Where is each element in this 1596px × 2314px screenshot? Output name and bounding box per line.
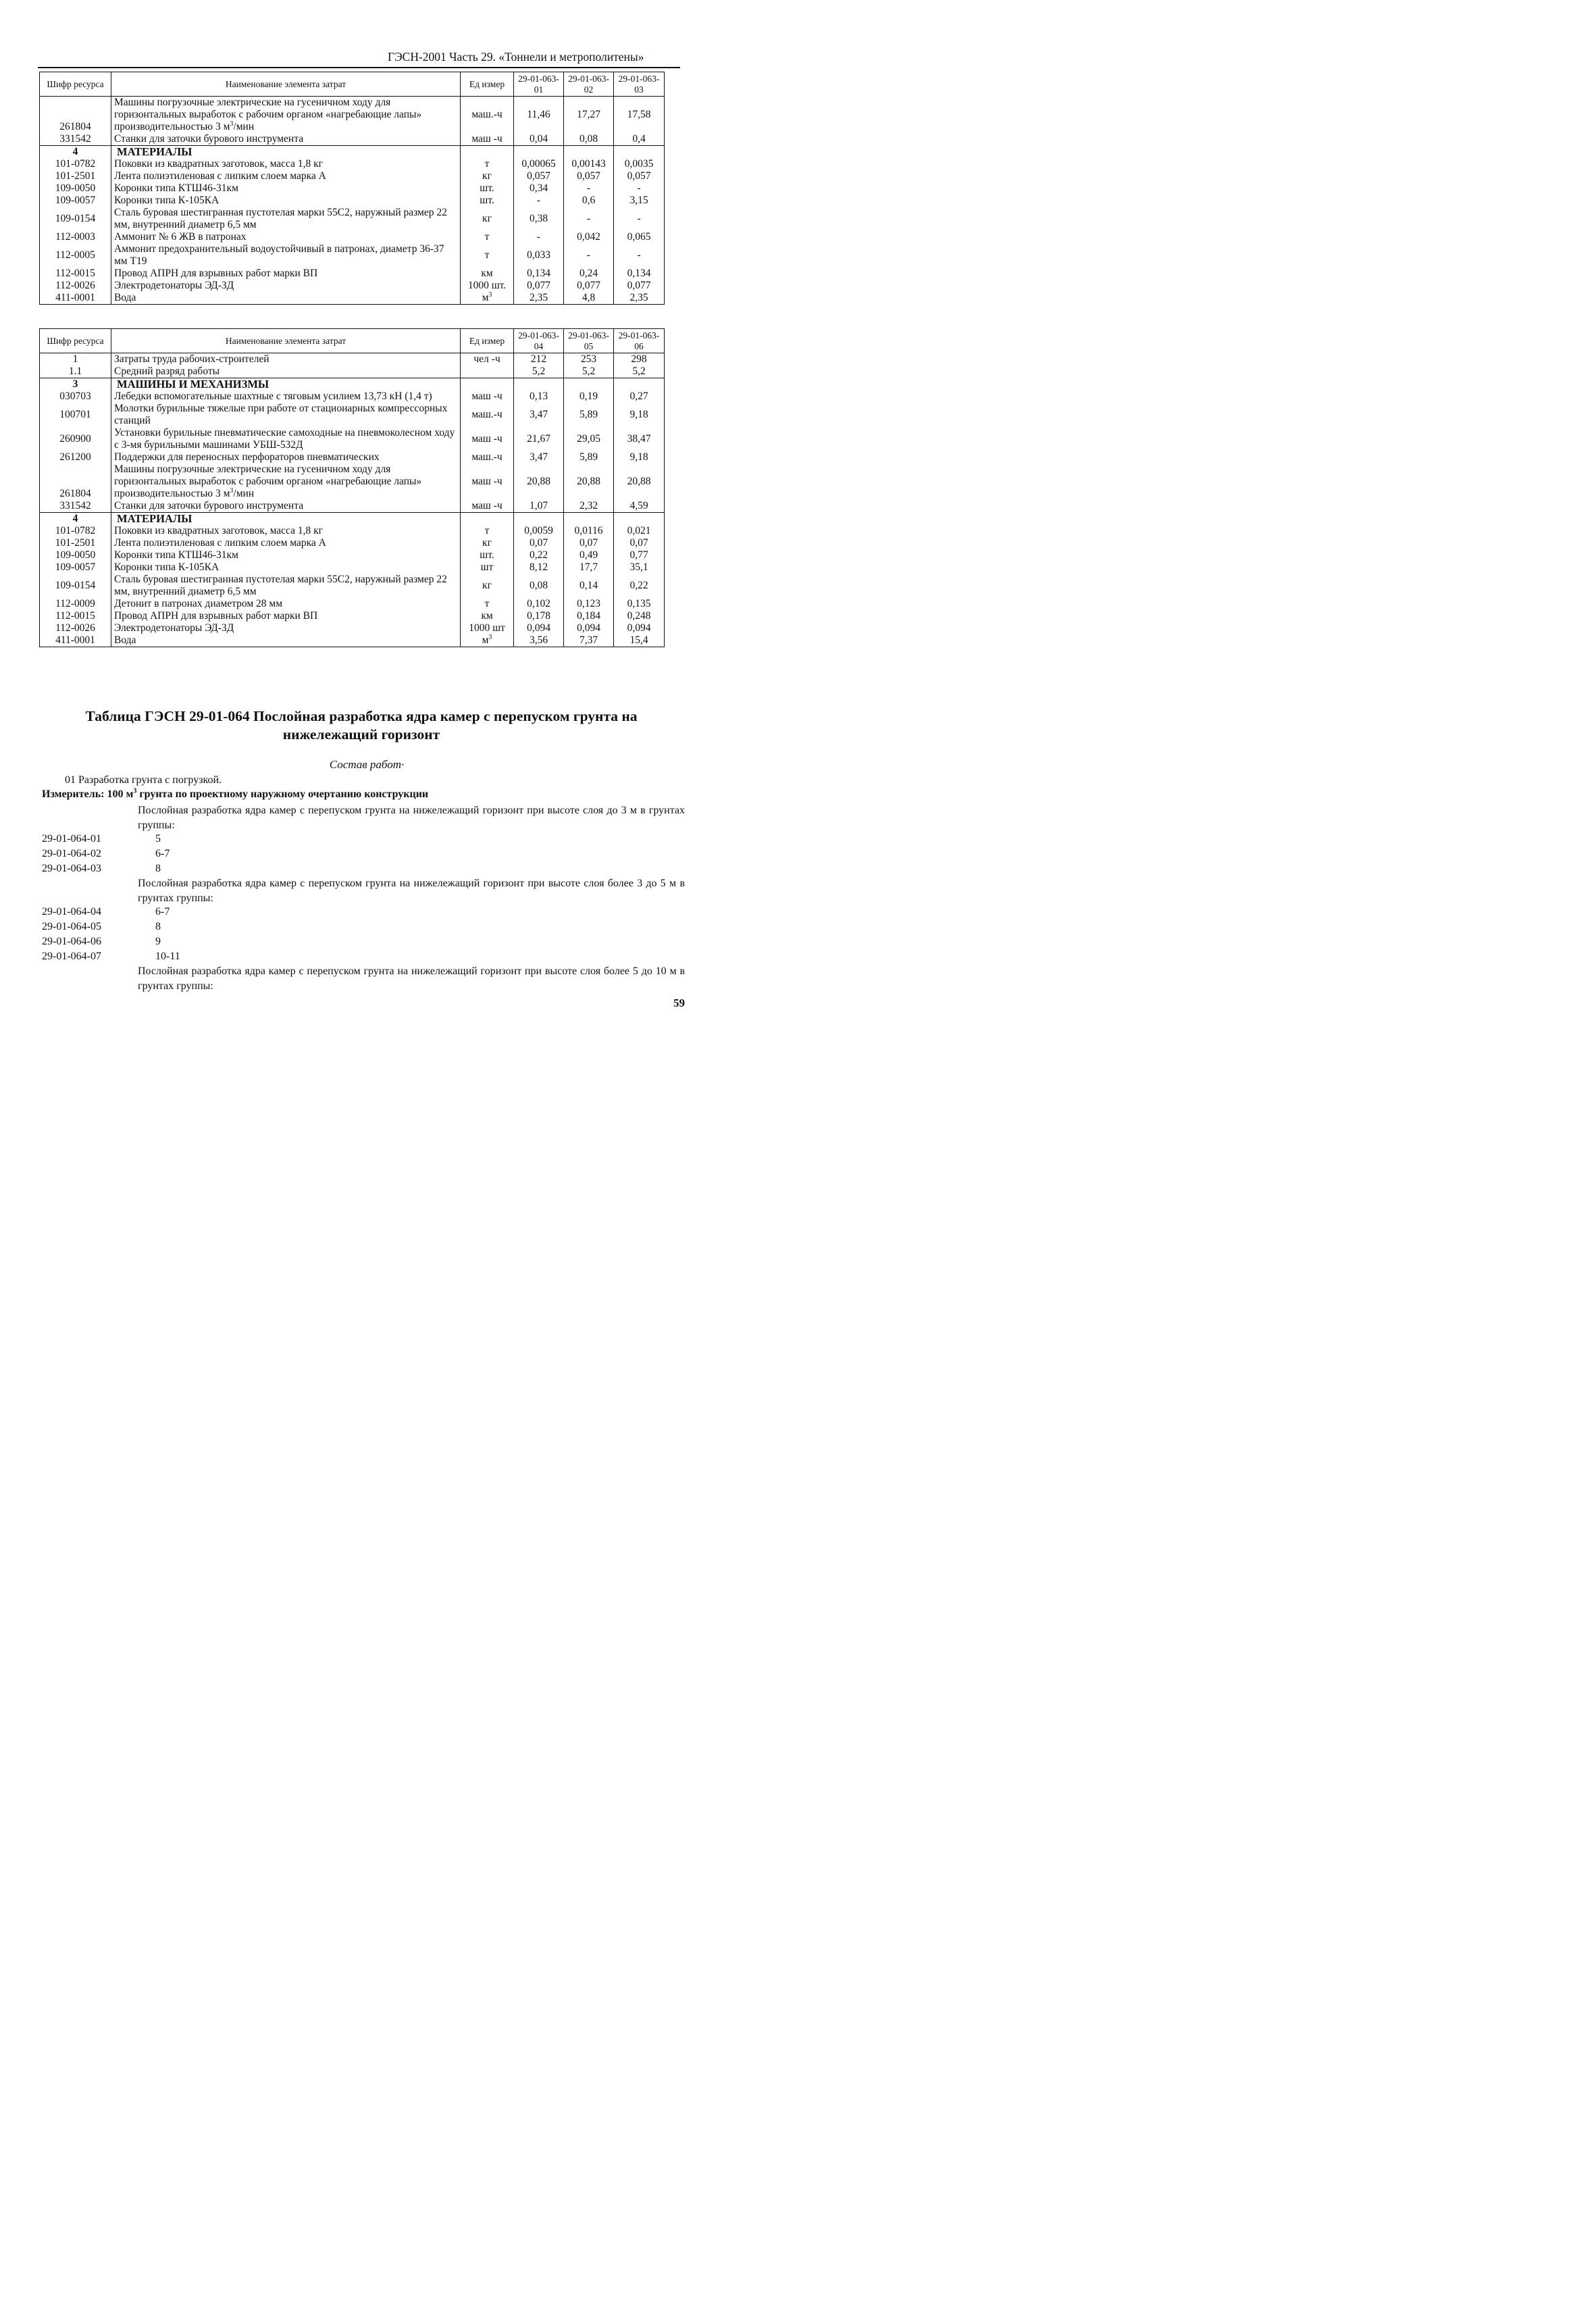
col-header-name: Наименование элемента затрат [111, 329, 461, 353]
resource-code: 3 [40, 378, 111, 391]
resource-code: 261804 [40, 463, 111, 500]
resource-code: 112-0015 [40, 610, 111, 622]
resource-unit: т [461, 598, 514, 610]
resource-unit: шт. [461, 549, 514, 561]
meter-line [42, 788, 428, 801]
col-header-unit: Ед измер [461, 329, 514, 353]
resource-unit: кг [461, 170, 514, 182]
resource-name: Машины погрузочные электрические на гусеничном ходу для горизонтальных выработок с рабочим органом «нагребающие лапы» производительностью 3 $м^3$/мин [111, 97, 461, 134]
table-row [40, 353, 665, 366]
resource-unit: 1000 шт [461, 622, 514, 634]
document-page [0, 0, 733, 1038]
norm-value: 0,0059 [514, 525, 564, 537]
norm-value: 298 [614, 353, 665, 366]
norm-value [564, 146, 614, 159]
resource-name: Провод АПРН для взрывных работ марки ВП [111, 268, 461, 280]
resource-unit: $м^3$ [461, 292, 514, 305]
norm-value: - [564, 243, 614, 268]
resource-name: МАШИНЫ И МЕХАНИЗМЫ [111, 378, 461, 391]
resource-name: Поковки из квадратных заготовок, масса 1,8 кг [111, 525, 461, 537]
norm-value: 5,2 [614, 366, 665, 378]
resource-name: Сталь буровая шестигранная пустотелая марки 55С2, наружный размер 22 мм, внутренний диаметр 6,5 мм [111, 207, 461, 231]
norm-value: 15,4 [614, 634, 665, 647]
resource-name: Сталь буровая шестигранная пустотелая марки 55С2, наружный размер 22 мм, внутренний диаметр 6,5 мм [111, 574, 461, 598]
section-title: Таблица ГЭСН 29-01-064 Послойная разработка ядра камер с перепуском грунта на нижележащий горизонт [85, 708, 638, 743]
norm-value: 0,04 [514, 133, 564, 146]
resource-code: 109-0057 [40, 561, 111, 574]
norm-value: 0,057 [614, 170, 665, 182]
col-header-norm-1: 29-01-063-01 [514, 72, 564, 97]
norm-value: 0,102 [514, 598, 564, 610]
resource-unit [461, 366, 514, 378]
norm-value: 0,08 [564, 133, 614, 146]
resource-code: 1.1 [40, 366, 111, 378]
resource-code: 109-0154 [40, 207, 111, 231]
resource-name: Вода [111, 634, 461, 647]
resource-name: Провод АПРН для взрывных работ марки ВП [111, 610, 461, 622]
resource-code: 112-0003 [40, 231, 111, 243]
norm-value: - [614, 243, 665, 268]
norm-value: 5,89 [564, 403, 614, 427]
table1-body [40, 97, 665, 305]
norm-value: 0,38 [514, 207, 564, 231]
norm-value [614, 513, 665, 526]
resource-unit: т [461, 243, 514, 268]
table-row [40, 146, 665, 159]
resource-name: Лента полиэтиленовая с липким слоем марка А [111, 537, 461, 549]
table-row [40, 574, 665, 598]
resource-code: 411-0001 [40, 634, 111, 647]
resource-code: 109-0154 [40, 574, 111, 598]
resource-code: 411-0001 [40, 292, 111, 305]
table-row [40, 500, 665, 513]
col-header-unit: Ед измер [461, 72, 514, 97]
norm-code-row [42, 936, 161, 948]
resource-unit: км [461, 610, 514, 622]
norm-value: 0,065 [614, 231, 665, 243]
resource-code: 112-0015 [40, 268, 111, 280]
col-header-norm-4: 29-01-063-04 [514, 329, 564, 353]
norm-value [614, 146, 665, 159]
table-row [40, 537, 665, 549]
norm-value: 0,08 [514, 574, 564, 598]
resource-code: 030703 [40, 391, 111, 403]
resource-name: Электродетонаторы ЭД-3Д [111, 280, 461, 292]
table-row [40, 268, 665, 280]
norm-value: 0,135 [614, 598, 665, 610]
resource-unit [461, 378, 514, 391]
norm-value: 0,178 [514, 610, 564, 622]
resource-code: 101-0782 [40, 525, 111, 537]
table-row [40, 207, 665, 231]
resource-name: Поддержки для переносных перфораторов пневматических [111, 451, 461, 463]
resource-code: 100701 [40, 403, 111, 427]
col-header-code: Шифр ресурса [40, 72, 111, 97]
norm-value: 3,47 [514, 451, 564, 463]
resource-unit: маш -ч [461, 391, 514, 403]
norm-value: 11,46 [514, 97, 564, 134]
resource-table-063-04-06 [39, 328, 665, 647]
table-row [40, 182, 665, 195]
norm-value: 5,2 [564, 366, 614, 378]
table2-body [40, 353, 665, 647]
resource-code: 4 [40, 146, 111, 159]
resource-name: Станки для заточки бурового инструмента [111, 500, 461, 513]
resource-unit: чел -ч [461, 353, 514, 366]
norm-value: 17,27 [564, 97, 614, 134]
norm-value: 3,56 [514, 634, 564, 647]
norm-code: 29-01-064-06 [42, 936, 101, 947]
norm-code-row [42, 921, 161, 933]
table-row [40, 243, 665, 268]
norm-value: 0,094 [564, 622, 614, 634]
resource-code: 261804 [40, 97, 111, 134]
norm-value: 0,134 [614, 268, 665, 280]
norm-value: 0,00143 [564, 158, 614, 170]
resource-name: Коронки типа К-105КА [111, 561, 461, 574]
norm-value: 4,59 [614, 500, 665, 513]
norm-value: 0,248 [614, 610, 665, 622]
norm-value: 0,033 [514, 243, 564, 268]
norm-value: - [614, 182, 665, 195]
norm-value: 0,134 [514, 268, 564, 280]
group-description: Послойная разработка ядра камер с перепуском грунта на нижележащий горизонт при высоте слоя более 5 до 10 м в грунтах группы: [138, 965, 685, 992]
work-item: 01 Разработка грунта с погрузкой. [65, 774, 222, 786]
norm-value: 0,021 [614, 525, 665, 537]
norm-value: 20,88 [614, 463, 665, 500]
soil-group: 8 [155, 921, 161, 932]
norm-code: 29-01-064-02 [42, 848, 101, 859]
resource-code: 261200 [40, 451, 111, 463]
norm-code-row [42, 863, 161, 875]
table-row [40, 366, 665, 378]
table-row [40, 549, 665, 561]
norm-code-row [42, 951, 180, 963]
norm-value: 2,35 [614, 292, 665, 305]
col-header-code: Шифр ресурса [40, 329, 111, 353]
norm-value [514, 146, 564, 159]
resource-unit: маш -ч [461, 500, 514, 513]
col-header-norm-2: 29-01-063-02 [564, 72, 614, 97]
norm-value: 0,07 [564, 537, 614, 549]
resource-unit: шт. [461, 195, 514, 207]
resource-code: 112-0026 [40, 622, 111, 634]
table-row [40, 391, 665, 403]
resource-unit [461, 146, 514, 159]
resource-unit: маш.-ч [461, 97, 514, 134]
table-row [40, 378, 665, 391]
page-number: 59 [673, 997, 685, 1009]
resource-name: Машины погрузочные электрические на гусеничном ходу для горизонтальных выработок с рабочим органом «нагребающие лапы» производительностью 3 $м^3$/мин [111, 463, 461, 500]
resource-code: 112-0026 [40, 280, 111, 292]
resource-name: Установки бурильные пневматические самоходные на пневмоколесном ходу с 3-мя бурильными машинами УБШ-532Д [111, 427, 461, 451]
resource-code: 109-0050 [40, 549, 111, 561]
resource-unit: маш -ч [461, 427, 514, 451]
work-composition-label: Состав работ· [329, 758, 405, 771]
norm-value: 0,34 [514, 182, 564, 195]
norm-value: 0,13 [514, 391, 564, 403]
norm-value: 0,077 [564, 280, 614, 292]
table-row [40, 97, 665, 134]
resource-name: Аммонит № 6 ЖВ в патронах [111, 231, 461, 243]
resource-name: Станки для заточки бурового инструмента [111, 133, 461, 146]
norm-value: 0,19 [564, 391, 614, 403]
soil-group: 6-7 [155, 906, 170, 917]
norm-value [564, 378, 614, 391]
norm-value: 0,123 [564, 598, 614, 610]
norm-code: 29-01-064-05 [42, 921, 101, 932]
norm-value: 0,22 [614, 574, 665, 598]
norm-value: 0,077 [614, 280, 665, 292]
resource-code: 101-2501 [40, 170, 111, 182]
norm-value: 0,042 [564, 231, 614, 243]
resource-name: Средний разряд работы [111, 366, 461, 378]
table-row [40, 231, 665, 243]
resource-unit: кг [461, 207, 514, 231]
resource-unit: т [461, 525, 514, 537]
group-description: Послойная разработка ядра камер с перепуском грунта на нижележащий горизонт при высоте слоя более 3 до 5 м в грунтах группы: [138, 878, 685, 904]
norm-value: 17,7 [564, 561, 614, 574]
resource-unit: кг [461, 537, 514, 549]
table-row [40, 195, 665, 207]
col-header-norm-3: 29-01-063-03 [614, 72, 665, 97]
norm-code: 29-01-064-07 [42, 951, 101, 962]
norm-code-row [42, 906, 170, 918]
meter-label: Измеритель: [42, 788, 105, 800]
norm-value: 1,07 [514, 500, 564, 513]
resource-unit: 1000 шт. [461, 280, 514, 292]
norm-value: 35,1 [614, 561, 665, 574]
table-row [40, 610, 665, 622]
norm-value: 9,18 [614, 451, 665, 463]
norm-value: 38,47 [614, 427, 665, 451]
norm-value: 17,58 [614, 97, 665, 134]
resource-unit: км [461, 268, 514, 280]
resource-code: 109-0050 [40, 182, 111, 195]
norm-value: 0,0035 [614, 158, 665, 170]
norm-code: 29-01-064-01 [42, 833, 101, 845]
group-description: Послойная разработка ядра камер с перепуском грунта на нижележащий горизонт при высоте слоя до 3 м в грунтах группы: [138, 805, 685, 831]
resource-code: 331542 [40, 133, 111, 146]
resource-unit: т [461, 158, 514, 170]
resource-name: Детонит в патронах диаметром 28 мм [111, 598, 461, 610]
resource-unit: маш.-ч [461, 403, 514, 427]
norm-code-row [42, 848, 170, 860]
norm-value: - [514, 195, 564, 207]
resource-unit: кг [461, 574, 514, 598]
norm-value: 0,4 [614, 133, 665, 146]
norm-value: 2,32 [564, 500, 614, 513]
table-row [40, 280, 665, 292]
running-header: ГЭСН-2001 Часть 29. «Тоннели и метрополитены» [388, 50, 644, 64]
resource-name: Затраты труда рабочих-строителей [111, 353, 461, 366]
soil-group: 8 [155, 863, 161, 874]
norm-value: 21,67 [514, 427, 564, 451]
resource-name: МАТЕРИАЛЫ [111, 146, 461, 159]
soil-group: 10-11 [155, 951, 180, 962]
resource-name: Молотки бурильные тяжелые при работе от стационарных компрессорных станций [111, 403, 461, 427]
resource-code: 101-2501 [40, 537, 111, 549]
resource-unit: $м^3$ [461, 634, 514, 647]
norm-value: 4,8 [564, 292, 614, 305]
col-header-norm-6: 29-01-063-06 [614, 329, 665, 353]
resource-name: Аммонит предохранительный водоустойчивый в патронах, диаметр 36-37 мм Т19 [111, 243, 461, 268]
norm-value: 0,094 [514, 622, 564, 634]
norm-value: 5,89 [564, 451, 614, 463]
header-rule [38, 67, 680, 68]
norm-code: 29-01-064-04 [42, 906, 101, 917]
norm-value: 0,14 [564, 574, 614, 598]
norm-value: - [614, 207, 665, 231]
resource-unit: маш -ч [461, 133, 514, 146]
norm-value: 0,07 [614, 537, 665, 549]
table-row [40, 525, 665, 537]
table-row [40, 292, 665, 305]
norm-value: 0,057 [514, 170, 564, 182]
norm-value: 9,18 [614, 403, 665, 427]
norm-value: 0,27 [614, 391, 665, 403]
norm-value: 20,88 [514, 463, 564, 500]
table-row [40, 598, 665, 610]
norm-value: 8,12 [514, 561, 564, 574]
soil-group: 6-7 [155, 848, 170, 859]
norm-code: 29-01-064-03 [42, 863, 101, 874]
resource-name: Поковки из квадратных заготовок, масса 1,8 кг [111, 158, 461, 170]
resource-unit: т [461, 231, 514, 243]
resource-code: 1 [40, 353, 111, 366]
norm-value: 3,15 [614, 195, 665, 207]
table-row [40, 622, 665, 634]
resource-table-063-01-03 [39, 72, 665, 305]
col-header-norm-5: 29-01-063-05 [564, 329, 614, 353]
norm-value: - [564, 182, 614, 195]
table-row [40, 634, 665, 647]
norm-value: 29,05 [564, 427, 614, 451]
norm-value: 0,077 [514, 280, 564, 292]
table-row [40, 561, 665, 574]
resource-code: 331542 [40, 500, 111, 513]
resource-name: Электродетонаторы ЭД-3Д [111, 622, 461, 634]
norm-value: 0,094 [614, 622, 665, 634]
norm-value: 2,35 [514, 292, 564, 305]
norm-value: 3,47 [514, 403, 564, 427]
norm-value [614, 378, 665, 391]
table-row [40, 463, 665, 500]
resource-name: Вода [111, 292, 461, 305]
resource-unit: маш.-ч [461, 451, 514, 463]
resource-unit: шт [461, 561, 514, 574]
table-row [40, 170, 665, 182]
norm-value: 0,49 [564, 549, 614, 561]
resource-unit: шт. [461, 182, 514, 195]
resource-name: МАТЕРИАЛЫ [111, 513, 461, 526]
norm-value: - [514, 231, 564, 243]
col-header-name: Наименование элемента затрат [111, 72, 461, 97]
table-row [40, 403, 665, 427]
norm-value: 20,88 [564, 463, 614, 500]
table-row [40, 427, 665, 451]
norm-value: 0,184 [564, 610, 614, 622]
soil-group: 5 [155, 833, 161, 845]
norm-value: 5,2 [514, 366, 564, 378]
norm-value: - [564, 207, 614, 231]
resource-name: Коронки типа КТШ46-31км [111, 182, 461, 195]
norm-value [514, 378, 564, 391]
table-row [40, 158, 665, 170]
resource-name: Коронки типа КТШ46-31км [111, 549, 461, 561]
norm-value: 0,057 [564, 170, 614, 182]
resource-code: 112-0009 [40, 598, 111, 610]
resource-unit: маш -ч [461, 463, 514, 500]
resource-code: 260900 [40, 427, 111, 451]
resource-code: 112-0005 [40, 243, 111, 268]
norm-value: 0,00065 [514, 158, 564, 170]
resource-name: Лента полиэтиленовая с липким слоем марка А [111, 170, 461, 182]
resource-unit [461, 513, 514, 526]
norm-value: 0,77 [614, 549, 665, 561]
soil-group: 9 [155, 936, 161, 947]
norm-value: 0,22 [514, 549, 564, 561]
resource-name: Лебедки вспомогательные шахтные с тяговым усилием 13,73 кН (1,4 т) [111, 391, 461, 403]
norm-value [514, 513, 564, 526]
norm-value: 0,6 [564, 195, 614, 207]
resource-code: 109-0057 [40, 195, 111, 207]
resource-code: 101-0782 [40, 158, 111, 170]
meter-text: 100 $м^3$ грунта по проектному наружному очертанию конструкции [107, 787, 429, 800]
norm-value [564, 513, 614, 526]
norm-value: 7,37 [564, 634, 614, 647]
norm-value: 212 [514, 353, 564, 366]
norm-value: 0,07 [514, 537, 564, 549]
norm-value: 253 [564, 353, 614, 366]
norm-value: 0,24 [564, 268, 614, 280]
norm-value: 0,0116 [564, 525, 614, 537]
resource-name: Коронки типа К-105КА [111, 195, 461, 207]
table-row [40, 513, 665, 526]
table-row [40, 451, 665, 463]
resource-code: 4 [40, 513, 111, 526]
norm-code-row [42, 833, 161, 845]
table-row [40, 133, 665, 146]
